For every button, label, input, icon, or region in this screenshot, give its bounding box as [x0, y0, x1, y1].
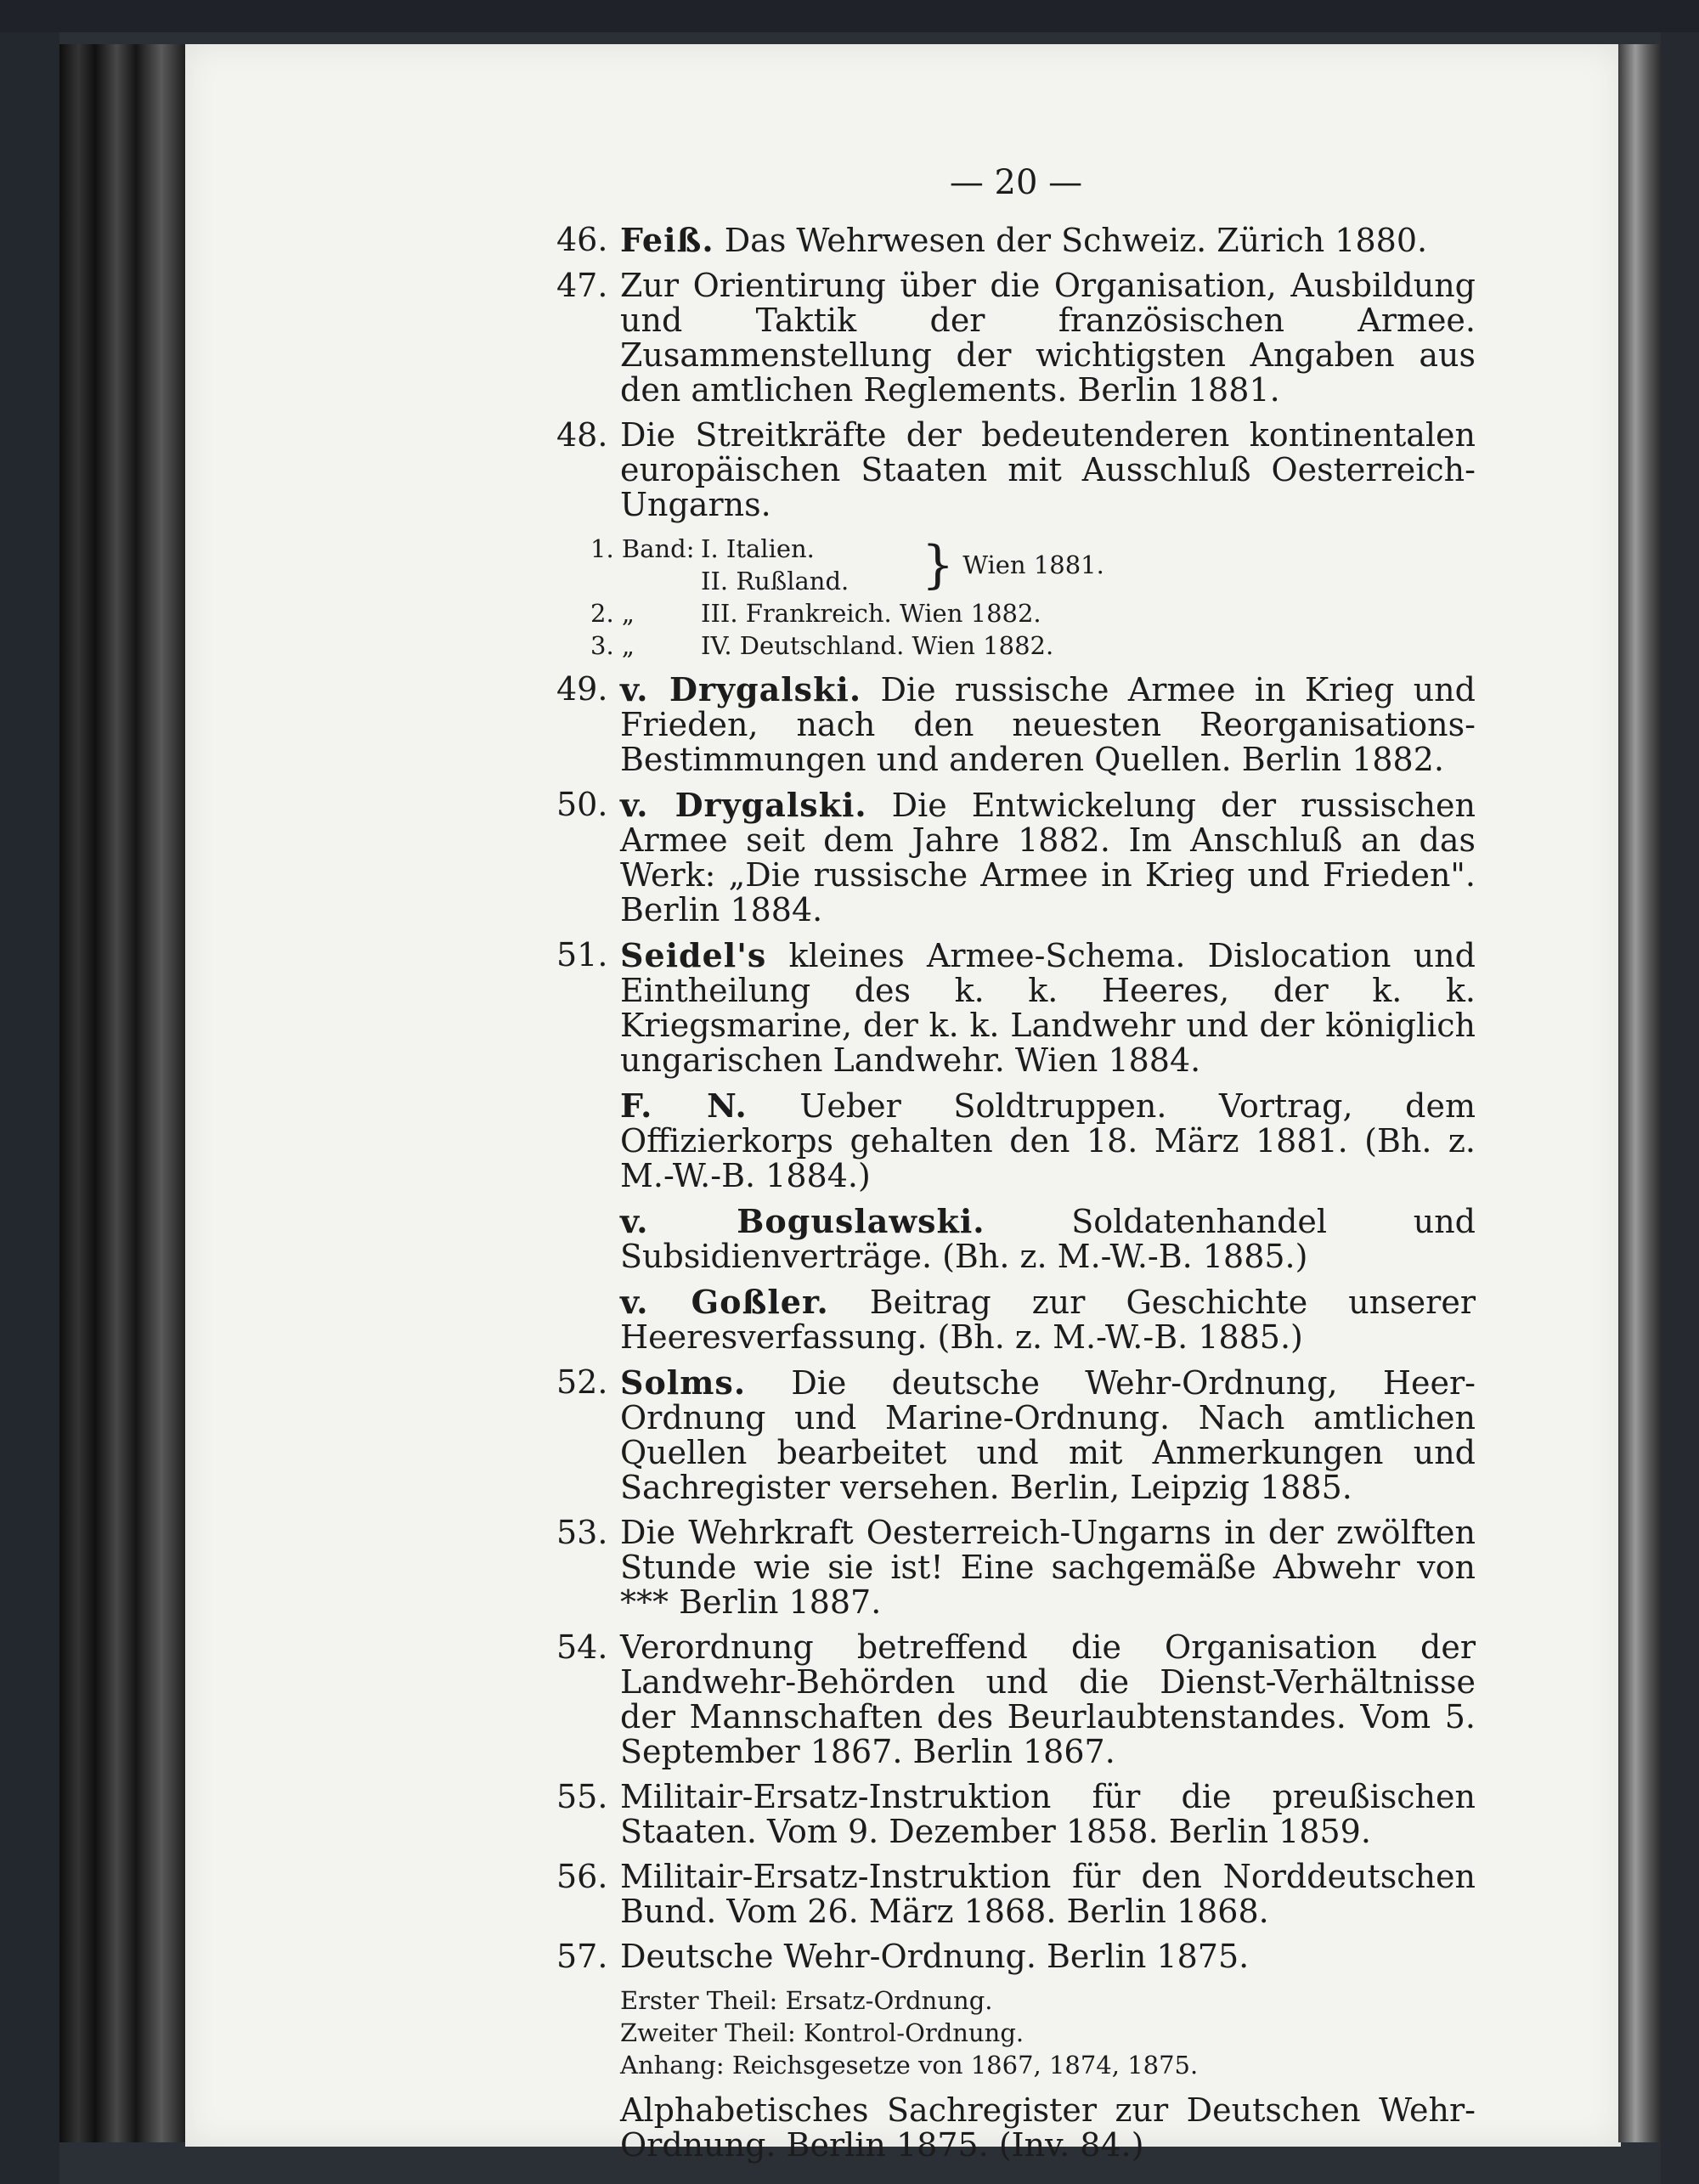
- volume-row: 3. „ IV. Deutschland. Wien 1882.: [590, 631, 1054, 660]
- volume-row: 1. Band: I. Italien.: [590, 534, 815, 563]
- entry-body: [620, 223, 1476, 258]
- entry-text: Ueber Soldtruppen. Vortrag, dem Offizierkorps gehalten den 18. März 1881. (Bh. z. M.-W.-B. 1884.): [620, 1087, 1476, 1194]
- bibliography-entry: [556, 672, 1476, 777]
- entry-number: 46.: [556, 221, 608, 258]
- entry-number: 56.: [556, 1858, 608, 1895]
- entry-body: [620, 268, 1476, 408]
- entry-text: kleines Armee-Schema. Dislocation und Eintheilung des k. k. Heeres, der k. k. Kriegsmarine, der k. k. Landwehr und der königlich ungarischen Landwehr. Wien 1884.: [620, 937, 1476, 1079]
- entry-body: [620, 1860, 1476, 1929]
- binding-left: [0, 32, 59, 2184]
- entry-number: 49.: [556, 670, 608, 708]
- page-text: [556, 163, 1476, 2173]
- entry-body: [620, 787, 1476, 928]
- entry-text: Die deutsche Wehr-Ordnung, Heer-Ordnung und Marine-Ordnung. Nach amtlichen Quellen bearbeitet und mit Anmerkungen und Sachregister versehen. Berlin, Leipzig 1885.: [620, 1364, 1476, 1506]
- entry-text: Soldatenhandel und Subsidienverträge. (Bh. z. M.-W.-B. 1885.): [620, 1203, 1476, 1275]
- volume-row: 2. „ III. Frankreich. Wien 1882.: [590, 599, 1041, 628]
- bibliography-entry: [556, 268, 1476, 408]
- unnumbered-entry: [620, 1088, 1476, 1194]
- entry-text: Beitrag zur Geschichte unserer Heeresverfassung. (Bh. z. M.-W.-B. 1885.): [620, 1284, 1476, 1356]
- entry-body: [620, 1515, 1476, 1620]
- entry-number: 57.: [556, 1938, 608, 1975]
- entry-text: Verordnung betreffend die Organisation der Landwehr-Behörden und die Dienst-Verhältnisse der Mannschaften des Beurlaubtenstandes. Vom 5. September 1867. Berlin 1867.: [620, 1628, 1476, 1770]
- entry-number: 48.: [556, 416, 608, 454]
- book-spine: [59, 44, 187, 2142]
- brace-glyph: }: [922, 535, 955, 595]
- entry-list: [556, 1365, 1476, 1974]
- binding-top: [0, 0, 1699, 32]
- entry-author: Solms.: [620, 1363, 747, 1402]
- entry-body: [620, 1365, 1476, 1505]
- closing-entry: Alphabetisches Sachregister zur Deutschen Wehr-Ordnung. Berlin 1875. (Inv. 84.): [620, 2091, 1476, 2164]
- part-line: Erster Theil: Ersatz-Ordnung.: [620, 1986, 993, 2015]
- binding-right: [1661, 32, 1699, 2184]
- unnumbered-entry: [620, 1284, 1476, 1355]
- part-line: Zweiter Theil: Kontrol-Ordnung.: [620, 2018, 1024, 2047]
- volume-brace-group: [590, 533, 1476, 597]
- entry-author: v. Drygalski.: [620, 786, 867, 824]
- entry-number: 52.: [556, 1363, 608, 1401]
- unnumbered-list: [556, 1088, 1476, 1355]
- volume-row: II. Rußland.: [701, 567, 850, 595]
- entry-author: F. N.: [620, 1086, 748, 1125]
- entry-author: v. Drygalski.: [620, 670, 862, 708]
- bibliography-entry: [556, 938, 1476, 1078]
- entry-list: [556, 672, 1476, 1078]
- entry-body: [620, 1939, 1476, 1974]
- entry-author: Feiß.: [620, 221, 714, 259]
- bibliography-entry: [556, 1515, 1476, 1620]
- bibliography-entry: [556, 1780, 1476, 1849]
- entry-number: 47.: [556, 267, 608, 304]
- entry-text: Militair-Ersatz-Instruktion für die preußischen Staaten. Vom 9. Dezember 1858. Berlin 1859.: [620, 1778, 1476, 1850]
- entry-text: Die Streitkräfte der bedeutenderen kontinentalen europäischen Staaten mit Ausschluß Oesterreich-Ungarns.: [620, 416, 1476, 523]
- entry-text: Das Wehrwesen der Schweiz. Zürich 1880.: [724, 222, 1428, 259]
- entry-author: v. Goßler.: [620, 1283, 829, 1321]
- entry-body: [620, 1630, 1476, 1769]
- part-line: Anhang: Reichsgesetze von 1867, 1874, 1875.: [620, 2051, 1199, 2080]
- brace-text: Wien 1881.: [962, 550, 1104, 579]
- bibliography-entry: [556, 223, 1476, 258]
- entry-author: Seidel's: [620, 936, 767, 974]
- page-number: — 20 —: [949, 163, 1083, 202]
- bibliography-entry: [556, 787, 1476, 928]
- entry-body: [620, 1780, 1476, 1849]
- bibliography-entry: [556, 1860, 1476, 1929]
- entry-text: Die russische Armee in Krieg und Frieden, nach den neuesten Reorganisations-Bestimmungen und anderen Quellen. Berlin 1882.: [620, 671, 1476, 778]
- entry-text: Deutsche Wehr-Ordnung. Berlin 1875.: [620, 1938, 1250, 1975]
- unnumbered-entry: [620, 1204, 1476, 1274]
- entry-author: v. Boguslawski.: [620, 1202, 985, 1240]
- entry-number: 53.: [556, 1514, 608, 1551]
- entry-number: 55.: [556, 1778, 608, 1815]
- bibliography-entry: [556, 1939, 1476, 1974]
- entry-list: [556, 223, 1476, 522]
- page-edge: [1618, 44, 1661, 2142]
- entry-text: Zur Orientirung über die Organisation, Ausbildung und Taktik der französischen Armee. Zusammenstellung der wichtigsten Angaben aus den amtlichen Reglements. Berlin 1881.: [620, 267, 1476, 409]
- entry-body: [620, 672, 1476, 777]
- bibliography-entry: [556, 1365, 1476, 1505]
- entry-number: 54.: [556, 1628, 608, 1666]
- entry-body: [620, 418, 1476, 522]
- entry-57-parts: [556, 1984, 1476, 2081]
- entry-body: [620, 938, 1476, 1078]
- entry-text: Die Wehrkraft Oesterreich-Ungarns in der zwölften Stunde wie sie ist! Eine sachgemäße Abwehr von *** Berlin 1887.: [620, 1514, 1476, 1621]
- entry-text: Die Entwickelung der russischen Armee seit dem Jahre 1882. Im Anschluß an das Werk: „Die russische Armee in Krieg und Frieden". Berlin 1884.: [620, 787, 1476, 928]
- entry-text: Militair-Ersatz-Instruktion für den Norddeutschen Bund. Vom 26. März 1868. Berlin 1868.: [620, 1858, 1476, 1930]
- bibliography-entry: [556, 1630, 1476, 1769]
- entry-number: 51.: [556, 936, 608, 973]
- entry-48-volumes: [590, 533, 1476, 662]
- entry-number: 50.: [556, 786, 608, 823]
- bibliography-entry: [556, 418, 1476, 522]
